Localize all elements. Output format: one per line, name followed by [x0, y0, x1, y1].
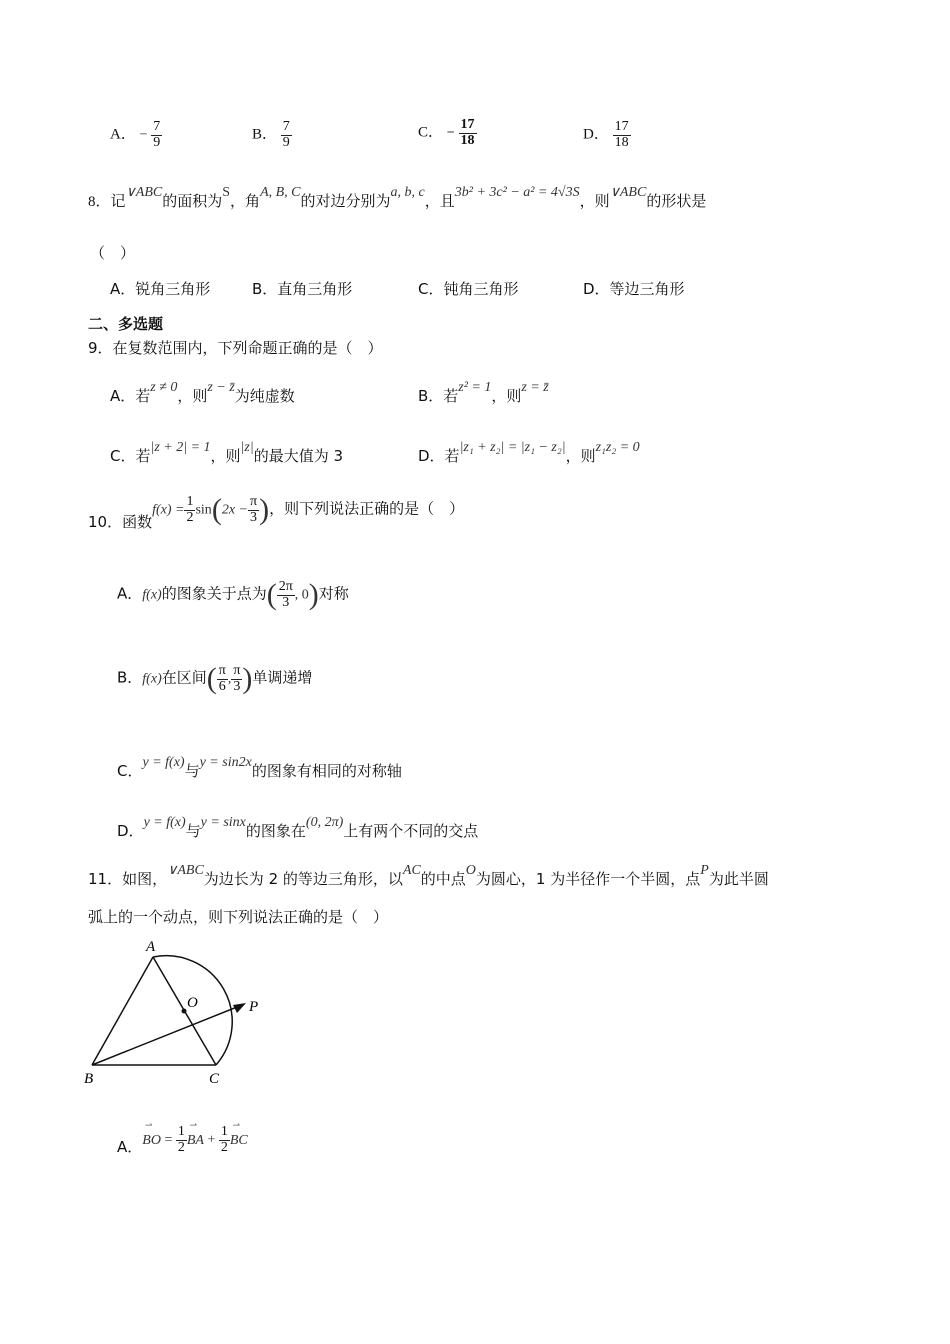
label-b: B [84, 1071, 94, 1087]
section-heading: 二、多选题 [88, 315, 164, 333]
q8-option-d: D．等边三角形 [583, 280, 685, 298]
q9-option-b: B．若z² = 1，则z = z̄ [418, 380, 549, 405]
q9-stem: 9．在复数范围内，下列命题正确的是（ ） [88, 339, 383, 357]
q7-c-fraction: $\frac{17}{18}$ [460, 117, 475, 148]
q11-figure [80, 935, 280, 1090]
label-a: A [146, 939, 156, 955]
q7-option-c: C． − $\frac{17}{18}$ [418, 117, 475, 148]
q10-option-b: B．f(x)在区间( $\frac{\pi}{6}$ , $\frac{\pi}{3}$ )单调递增 [117, 662, 313, 695]
vector-bp [92, 1005, 242, 1065]
q7-option-a: A． − $\frac{7}{9}$ [110, 119, 161, 150]
q7-a-fraction: $\frac{7}{9}$ [153, 119, 161, 150]
side-ab [92, 957, 153, 1065]
label-o: O [187, 995, 198, 1011]
q8-answer-paren: （ ） [90, 244, 136, 262]
q7-b-fraction: $\frac{7}{9}$ [282, 119, 290, 150]
q10-option-a: A．f(x)的图象关于点为( $\frac{2\pi}{3}$ , 0)对称 [117, 578, 349, 611]
q8-option-c: C．钝角三角形 [418, 280, 519, 298]
q10-stem: 10．函数f(x) = $\frac{1}{2}$ sin(2x − $\frac{\pi}{3}$ )，则下列说法正确的是（ ） [88, 493, 465, 532]
arrow-head [233, 1003, 246, 1013]
q8-stem: 8．记∨ABC的面积为S，角A, B, C的对边分别为a, b, c，且3b² + 3c² − a² = 4√3S，则∨ABC的形状是 [88, 185, 707, 210]
q9-option-d: D．若|z₁ + z₂| = |z₁ − z₂|，则z₁z₂ = 0 [418, 440, 640, 465]
q7-option-d: D． $\frac{17}{18}$ [583, 119, 629, 150]
label-p: P [249, 999, 259, 1015]
q11-stem-line1: 11．如图，∨ABC为边长为 2 的等边三角形，以AC的中点O为圆心，1 为半径作一个半圆，点P为此半圆 [88, 863, 769, 888]
q11-option-a: A．⇀ BO = $\frac{1}{2}$ ⇀ BA + $\frac{1}{2}$ ⇀ BC [117, 1125, 248, 1155]
label-c: C [209, 1071, 220, 1087]
q7-d-fraction: $\frac{17}{18}$ [614, 119, 629, 150]
q11-stem-line2: 弧上的一个动点，则下列说法正确的是（ ） [88, 908, 389, 926]
q8-option-b: B．直角三角形 [252, 280, 353, 298]
q9-option-a: A．若z ≠ 0，则z − z̄为纯虚数 [110, 380, 295, 405]
q9-option-c: C．若|z + 2| = 1，则|z|的最大值为 3 [110, 440, 344, 465]
center-point-o [182, 1009, 187, 1014]
q7-option-b: B． $\frac{7}{9}$ [252, 119, 290, 150]
q8-option-a: A．锐角三角形 [110, 280, 211, 298]
q10-option-c: C．y = f(x)与y = sin2x的图象有相同的对称轴 [117, 755, 402, 780]
q10-option-d: D．y = f(x)与y = sinx的图象在(0, 2π)上有两个不同的交点 [117, 815, 479, 840]
